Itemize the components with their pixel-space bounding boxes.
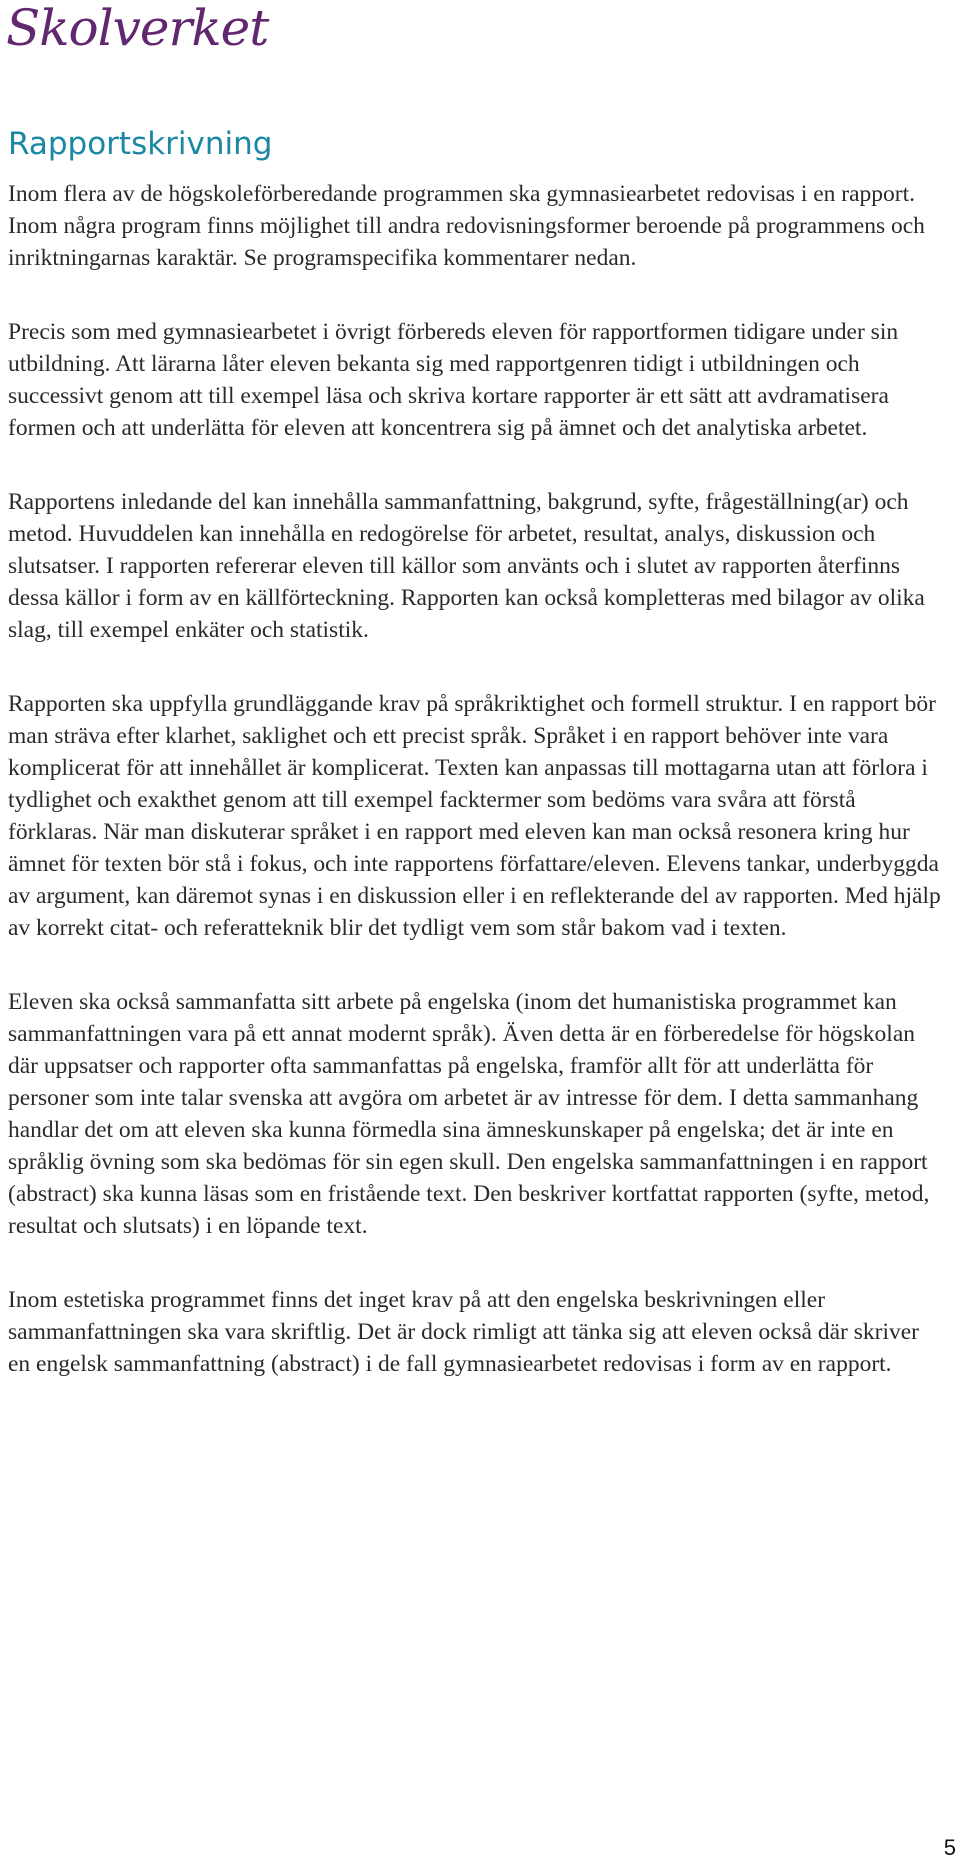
paragraph-intro: Inom flera av de högskoleförberedande programmen ska gymnasiearbetet redovisas i en rapport. Inom några program finns möjlighet till andra redovisningsformer beroende på programmens och inriktningarnas karaktär. Se programspecifika kommentarer nedan. (8, 181, 925, 271)
paragraph-language: Rapporten ska uppfylla grundläggande krav på språkriktighet och formell struktur. I en rapport bör man sträva efter klarhet, saklighet och ett precist språk. Språket i en rapport behöver inte vara komplicerat för att innehållet är komplicerat. Texten kan anpassas till mottagarna utan att förlora i tydlighet och exakthet genom att till exempel facktermer som bedöms vara svåra att förstå förklaras. När man diskuterar språket i en rapport med eleven kan man också resonera kring hur ämnet för texten bör stå i fokus, och inte rapportens författare/eleven. Elevens tankar, underbyggda av argument, kan däremot synas i en diskussion eller i en reflekterande del av rapporten. Med hjälp av korrekt citat- och referatteknik blir det tydligt vem som står bakom vad i texten. (8, 691, 941, 941)
paragraph-english-summary: Eleven ska också sammanfatta sitt arbete på engelska (inom det humanistiska programmet kan sammanfattningen vara på ett annat modernt språk). Även detta är en förberedelse för högskolan där uppsatser och rapporter ofta sammanfattas på engelska, framför allt för att underlätta för personer som inte talar svenska att avgöra om arbetet är av intresse för dem. I detta sammanhang handlar det om att eleven ska kunna förmedla sina ämneskunskaper på engelska; det är inte en språklig övning som ska bedömas för sin egen skull. Den engelska sammanfattningen i en rapport (abstract) ska kunna läsas som en fristående text. Den beskriver kortfattat rapporten (syfte, metod, resultat och slutsats) i en löpande text. (8, 989, 930, 1239)
paragraph-aesthetic-program: Inom estetiska programmet finns det inget krav på att den engelska beskrivningen eller sammanfattningen ska vara skriftlig. Det är dock rimligt att tänka sig att eleven också där skriver en engelsk sammanfattning (abstract) i de fall gymnasiearbetet redovisas i form av en rapport. (8, 1287, 919, 1377)
paragraph-structure: Rapportens inledande del kan innehålla sammanfattning, bakgrund, syfte, frågeställning(ar) och metod. Huvuddelen kan innehålla en redogörelse för arbetet, resultat, analys, diskussion och slutsatser. I rapporten refererar eleven till källor som använts och i slutet av rapporten återfinns dessa källor i form av en källförteckning. Rapporten kan också kompletteras med bilagor av olika slag, till exempel enkäter och statistik. (8, 489, 925, 643)
skolverket-logo: Skolverket (6, 0, 269, 57)
body-text (8, 178, 942, 1422)
page-number: 5 (943, 1835, 956, 1860)
section-heading: Rapportskrivning (8, 126, 273, 162)
paragraph-preparation: Precis som med gymnasiearbetet i övrigt förbereds eleven för rapportformen tidigare under sin utbildning. Att lärarna låter eleven bekanta sig med rapportgenren tidigt i utbildningen och successivt genom att till exempel läsa och skriva kortare rapporter är ett sätt att avdramatisera formen och att underlätta för eleven att koncentrera sig på ämnet och det analytiska arbetet. (8, 319, 899, 441)
